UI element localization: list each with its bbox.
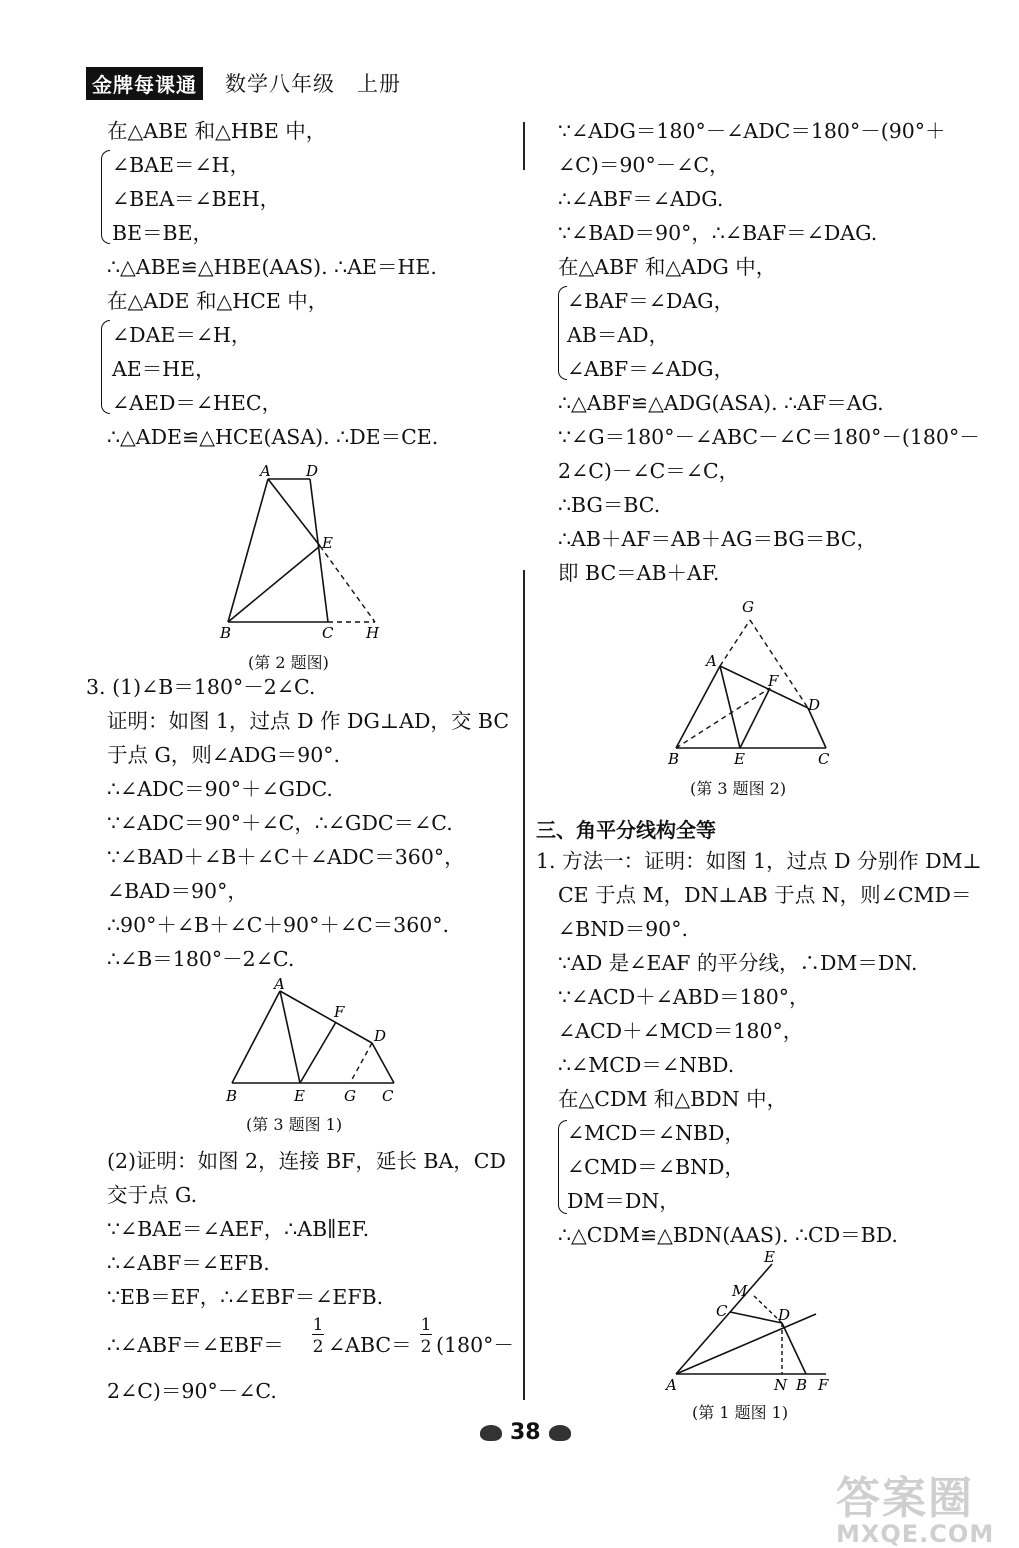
text-line: ∵AD 是∠EAF 的平分线，∴DM＝DN. <box>558 951 918 975</box>
text-line: ∵EB＝EF，∴∠EBF＝∠EFB. <box>107 1285 384 1309</box>
book-title: 数学八年级 上册 <box>225 72 401 96</box>
point-label: D <box>374 1027 387 1045</box>
brace <box>558 1120 567 1214</box>
point-label: A <box>706 652 717 670</box>
page-number-text: 38 <box>510 1420 541 1445</box>
text-line: 1. 方法一：证明：如图 1，过点 D 分别作 DM⊥ <box>536 849 982 873</box>
text-line: (180°－ <box>436 1333 514 1357</box>
point-label: E <box>322 534 333 552</box>
point-label: E <box>764 1250 775 1266</box>
text-line: CE 于点 M，DN⊥AB 于点 N，则∠CMD＝ <box>558 883 972 907</box>
figure-3-2 <box>662 596 842 772</box>
text-line: BE＝BE， <box>112 221 214 245</box>
text-line: ∠AED＝∠HEC， <box>112 391 283 415</box>
point-label: C <box>818 750 830 768</box>
point-label: D <box>306 462 319 480</box>
segment-AB <box>232 991 280 1083</box>
text-line: 3. (1)∠B＝180°－2∠C. <box>86 675 316 699</box>
point-label: E <box>294 1087 305 1105</box>
text-line: 2∠C)－∠C＝∠C， <box>558 459 740 483</box>
segment-AE <box>720 666 740 748</box>
point-label: F <box>818 1376 829 1394</box>
section-title: 三、角平分线构全等 <box>536 818 716 842</box>
watermark-url: MXQE.COM <box>836 1520 995 1548</box>
segment-AE <box>280 991 300 1083</box>
text-line: ∠BAF＝∠DAG， <box>567 289 735 313</box>
text-line: ∴∠B＝180°－2∠C. <box>107 947 295 971</box>
text-line: 于点 G，则∠ADG＝90°. <box>107 743 341 767</box>
point-label: N <box>774 1376 788 1394</box>
point-label: B <box>668 750 680 768</box>
text-line: ∴∠ADC＝90°＋∠GDC. <box>107 777 333 801</box>
text-line: ∴AB＋AF＝AB＋AG＝BG＝BC， <box>558 527 877 551</box>
leaf-icon <box>549 1425 571 1441</box>
text-line: ∴△ABF≌△ADG(ASA). ∴AF＝AG. <box>558 391 884 415</box>
leaf-icon <box>480 1425 502 1441</box>
ray-AD <box>676 1314 816 1374</box>
point-label: B <box>226 1087 238 1105</box>
text-line: ∴90°＋∠B＋∠C＋90°＋∠C＝360°. <box>107 913 450 937</box>
watermark <box>836 1462 994 1548</box>
text-line: ∴△ABE≌△HBE(AAS). ∴AE＝HE. <box>107 255 437 279</box>
point-label: F <box>768 672 779 690</box>
segment-EH <box>320 546 375 622</box>
segment-DB <box>782 1323 806 1374</box>
text-line: ∠BAE＝∠H， <box>112 153 251 177</box>
text-line: ∵∠BAD＋∠B＋∠C＋∠ADC＝360°， <box>107 845 465 869</box>
point-label: G <box>344 1087 356 1105</box>
point-label: C <box>322 624 334 642</box>
text-line: ∴△CDM≌△BDN(AAS). ∴CD＝BD. <box>558 1223 898 1247</box>
point-label: F <box>334 1003 345 1021</box>
figure-1-1 <box>660 1250 840 1398</box>
column-divider <box>523 570 525 1400</box>
segment-AE <box>268 479 320 546</box>
text-line: AB＝AD， <box>567 323 670 347</box>
text-line: DM＝DN， <box>567 1189 680 1213</box>
point-label: E <box>734 750 745 768</box>
figure-2 <box>210 460 410 645</box>
text-line: 在△ADE 和△HCE 中， <box>107 289 329 313</box>
segment-CD <box>730 1312 782 1323</box>
text-line: 交于点 G. <box>107 1183 198 1207</box>
text-line: 2∠C)＝90°－∠C. <box>107 1379 277 1403</box>
watermark-logo: 答案圈 <box>836 1473 974 1524</box>
text-line: ∠ABC＝ <box>328 1333 412 1357</box>
text-line: ∵∠ADG＝180°－∠ADC＝180°－(90°＋ <box>558 119 946 143</box>
segment-AB <box>228 479 268 622</box>
text-line: ∵∠ACD＋∠ABD＝180°， <box>558 985 810 1009</box>
point-label: H <box>366 624 380 642</box>
point-label: M <box>732 1282 748 1300</box>
segment-EF <box>300 1022 336 1083</box>
text-line: ∠BND＝90°. <box>558 917 688 941</box>
text-line: 在△CDM 和△BDN 中， <box>558 1087 788 1111</box>
point-label: D <box>808 696 821 714</box>
fraction-denominator: 2 <box>312 1337 324 1357</box>
text-line: ∠ABF＝∠ADG， <box>567 357 735 381</box>
text-line: ∴∠MCD＝∠NBD. <box>558 1053 735 1077</box>
segment-AG <box>720 620 750 666</box>
point-label: B <box>220 624 232 642</box>
text-line: AE＝HE， <box>112 357 216 381</box>
brace <box>558 286 567 380</box>
point-label: C <box>382 1087 394 1105</box>
segment-DC <box>372 1043 394 1083</box>
text-line: 在△ABE 和△HBE 中， <box>107 119 327 143</box>
point-label: C <box>716 1302 728 1320</box>
brand-label: 金牌每课通 <box>86 67 203 100</box>
point-label: A <box>274 975 285 993</box>
figure-caption: (第 2 题图) <box>248 653 329 672</box>
fraction-numerator: 1 <box>420 1315 432 1335</box>
page-header <box>86 66 401 100</box>
text-line: 证明：如图 1，过点 D 作 DG⊥AD，交 BC <box>107 709 510 733</box>
figure-caption: (第 1 题图 1) <box>692 1403 789 1422</box>
text-line: ∵∠G＝180°－∠ABC－∠C＝180°－(180°－ <box>558 425 980 449</box>
text-line: 在△ABF 和△ADG 中， <box>558 255 777 279</box>
text-line: ∴BG＝BC. <box>558 493 661 517</box>
page-number <box>480 1420 571 1445</box>
segment-DG <box>350 1043 372 1083</box>
point-label: A <box>260 462 271 480</box>
text-line: ∴∠ABF＝∠EFB. <box>107 1251 270 1275</box>
brace <box>101 320 110 414</box>
text-line: ∠MCD＝∠NBD， <box>567 1121 745 1145</box>
text-line: ∠C)＝90°－∠C， <box>558 153 730 177</box>
figure-caption: (第 3 题图 1) <box>246 1115 343 1134</box>
text-line: ∠DAE＝∠H， <box>112 323 252 347</box>
fraction-denominator: 2 <box>420 1337 432 1357</box>
point-label: B <box>796 1376 808 1394</box>
brace <box>101 150 110 244</box>
text-line: 即 BC＝AB＋AF. <box>558 561 720 585</box>
segment-BF <box>676 688 770 748</box>
segment-DC <box>808 708 826 748</box>
text-line: (2)证明：如图 2，连接 BF，延长 BA，CD <box>107 1149 506 1173</box>
text-line: ∠BEA＝∠BEH， <box>112 187 281 211</box>
point-label: D <box>778 1306 791 1324</box>
text-line: ∴△ADE≌△HCE(ASA). ∴DE＝CE. <box>107 425 439 449</box>
text-line: ∠ACD＋∠MCD＝180°， <box>558 1019 804 1043</box>
segment-BE <box>228 546 320 622</box>
fraction-numerator: 1 <box>312 1315 324 1335</box>
text-line: ∠BAD＝90°， <box>107 879 248 903</box>
text-line: ∴∠ABF＝∠ADG. <box>558 187 724 211</box>
text-line: ∵∠ADC＝90°＋∠C，∴∠GDC＝∠C. <box>107 811 453 835</box>
text-line: ∵∠BAD＝90°，∴∠BAF＝∠DAG. <box>558 221 878 245</box>
point-label: A <box>666 1376 677 1394</box>
point-label: G <box>742 598 754 616</box>
text-line: ∴∠ABF＝∠EBF＝ <box>107 1333 284 1357</box>
text-line: ∵∠BAE＝∠AEF，∴AB∥EF. <box>107 1217 370 1241</box>
segment-BA <box>676 666 720 748</box>
figure-3-1 <box>220 975 410 1105</box>
column-divider <box>523 122 525 170</box>
figure-caption: (第 3 题图 2) <box>690 779 787 798</box>
segment-AD <box>280 991 372 1043</box>
text-line: ∠CMD＝∠BND， <box>567 1155 745 1179</box>
